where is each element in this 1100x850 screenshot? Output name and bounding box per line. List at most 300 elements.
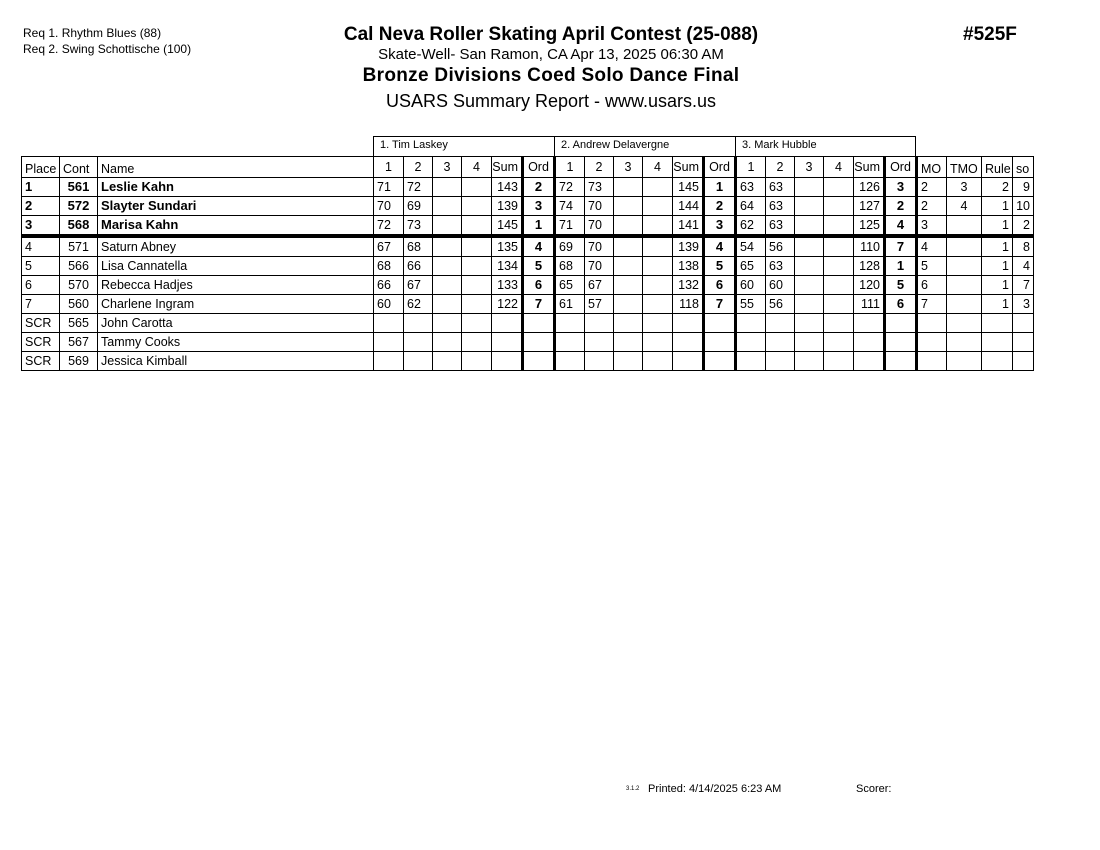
judge3-score-cell bbox=[795, 216, 824, 237]
judge2-score-cell: 57 bbox=[585, 295, 614, 314]
judge2-score-cell bbox=[585, 352, 614, 371]
judge2-ord-cell: 6 bbox=[704, 276, 736, 295]
judge2-ord-cell: 7 bbox=[704, 295, 736, 314]
judge1-ord-cell: 2 bbox=[523, 178, 555, 197]
name-cell: Tammy Cooks bbox=[98, 333, 374, 352]
judge1-ord-cell bbox=[523, 314, 555, 333]
judge3-score-cell: 62 bbox=[736, 216, 766, 237]
judge1-score-cell: 67 bbox=[404, 276, 433, 295]
header-judge1-2: 2 bbox=[404, 157, 433, 178]
header-judge3-2: 2 bbox=[766, 157, 795, 178]
rule-cell: 1 bbox=[982, 257, 1013, 276]
judge3-sum-cell: 127 bbox=[854, 197, 885, 216]
table-row bbox=[22, 257, 1034, 276]
version-label: 3.1.2 bbox=[626, 786, 640, 792]
tmo-cell bbox=[947, 276, 982, 295]
judge1-score-cell: 70 bbox=[374, 197, 404, 216]
judge1-score-cell bbox=[404, 352, 433, 371]
name-cell: Lisa Cannatella bbox=[98, 257, 374, 276]
header-judge2-1: 1 bbox=[555, 157, 585, 178]
judge1-sum-cell bbox=[492, 352, 523, 371]
header-judge1-sum: Sum bbox=[492, 157, 523, 178]
rule-cell: 1 bbox=[982, 216, 1013, 237]
judge1-score-cell bbox=[374, 314, 404, 333]
judge2-sum-cell: 144 bbox=[673, 197, 704, 216]
judge3-score-cell bbox=[766, 314, 795, 333]
judge3-ord-cell: 4 bbox=[885, 216, 917, 237]
tmo-cell bbox=[947, 352, 982, 371]
judge2-score-cell bbox=[555, 352, 585, 371]
judge2-score-cell bbox=[614, 236, 643, 257]
rule-cell: 1 bbox=[982, 295, 1013, 314]
judge3-score-cell bbox=[766, 333, 795, 352]
judge3-ord-cell: 7 bbox=[885, 236, 917, 257]
judge2-score-cell bbox=[643, 178, 673, 197]
header-judge3-4: 4 bbox=[824, 157, 854, 178]
judge2-score-cell bbox=[643, 197, 673, 216]
tmo-cell bbox=[947, 314, 982, 333]
judge3-score-cell bbox=[824, 236, 854, 257]
judge-2-header: 2. Andrew Delavergne bbox=[554, 136, 736, 157]
judge1-ord-cell bbox=[523, 352, 555, 371]
judge3-score-cell: 63 bbox=[766, 178, 795, 197]
judge3-ord-cell: 1 bbox=[885, 257, 917, 276]
header-name: Name bbox=[98, 157, 374, 178]
judge2-sum-cell: 141 bbox=[673, 216, 704, 237]
judge3-ord-cell bbox=[885, 333, 917, 352]
judge3-ord-cell bbox=[885, 314, 917, 333]
judge2-score-cell bbox=[614, 295, 643, 314]
judge1-sum-cell: 133 bbox=[492, 276, 523, 295]
judge2-score-cell: 70 bbox=[585, 216, 614, 237]
event-code: #525F bbox=[963, 24, 1017, 45]
judge3-ord-cell: 2 bbox=[885, 197, 917, 216]
header-place: Place bbox=[22, 157, 60, 178]
judge2-score-cell bbox=[555, 333, 585, 352]
judge1-score-cell bbox=[462, 197, 492, 216]
header-judge3-sum: Sum bbox=[854, 157, 885, 178]
name-cell: Leslie Kahn bbox=[98, 178, 374, 197]
judge1-score-cell bbox=[462, 352, 492, 371]
header-judge2-3: 3 bbox=[614, 157, 643, 178]
judge1-ord-cell: 7 bbox=[523, 295, 555, 314]
judge1-score-cell bbox=[462, 236, 492, 257]
judge2-score-cell bbox=[555, 314, 585, 333]
judge3-score-cell: 63 bbox=[766, 257, 795, 276]
judge1-sum-cell: 145 bbox=[492, 216, 523, 237]
header-cont: Cont bbox=[60, 157, 98, 178]
header-judge1-1: 1 bbox=[374, 157, 404, 178]
judge2-ord-cell bbox=[704, 314, 736, 333]
so-cell bbox=[1013, 352, 1034, 371]
judge3-score-cell: 63 bbox=[736, 178, 766, 197]
judge1-score-cell bbox=[433, 333, 462, 352]
header-judge2-4: 4 bbox=[643, 157, 673, 178]
tmo-cell: 3 bbox=[947, 178, 982, 197]
judge2-sum-cell: 132 bbox=[673, 276, 704, 295]
judge2-score-cell bbox=[643, 236, 673, 257]
judge3-sum-cell: 128 bbox=[854, 257, 885, 276]
place-cell: 1 bbox=[22, 178, 60, 197]
judge1-ord-cell: 5 bbox=[523, 257, 555, 276]
judge3-score-cell: 55 bbox=[736, 295, 766, 314]
table-row bbox=[22, 216, 1034, 237]
mo-cell: 3 bbox=[917, 216, 947, 237]
name-cell: Jessica Kimball bbox=[98, 352, 374, 371]
contest-location: Skate-Well- San Ramon, CA Apr 13, 2025 06:30 AM bbox=[378, 46, 724, 63]
judge1-score-cell bbox=[433, 216, 462, 237]
judge3-sum-cell: 120 bbox=[854, 276, 885, 295]
judge1-score-cell: 72 bbox=[404, 178, 433, 197]
tmo-cell: 4 bbox=[947, 197, 982, 216]
judge3-score-cell bbox=[824, 333, 854, 352]
judge1-score-cell bbox=[433, 314, 462, 333]
place-cell: SCR bbox=[22, 352, 60, 371]
table-row bbox=[22, 314, 1034, 333]
cont-cell: 569 bbox=[60, 352, 98, 371]
table-row bbox=[22, 333, 1034, 352]
judge1-score-cell: 60 bbox=[374, 295, 404, 314]
printed-timestamp: Printed: 4/14/2025 6:23 AM bbox=[648, 783, 782, 795]
judge2-ord-cell: 3 bbox=[704, 216, 736, 237]
judge3-score-cell: 60 bbox=[736, 276, 766, 295]
place-cell: 3 bbox=[22, 216, 60, 237]
rule-cell: 1 bbox=[982, 236, 1013, 257]
judge3-score-cell: 63 bbox=[766, 197, 795, 216]
judge3-score-cell bbox=[766, 352, 795, 371]
judge2-score-cell: 67 bbox=[585, 276, 614, 295]
judge1-score-cell: 66 bbox=[404, 257, 433, 276]
judge2-score-cell: 73 bbox=[585, 178, 614, 197]
tmo-cell bbox=[947, 216, 982, 237]
judge3-score-cell: 64 bbox=[736, 197, 766, 216]
header-judge1-4: 4 bbox=[462, 157, 492, 178]
so-cell: 3 bbox=[1013, 295, 1034, 314]
judge1-sum-cell: 143 bbox=[492, 178, 523, 197]
judge2-sum-cell bbox=[673, 333, 704, 352]
judge2-score-cell: 69 bbox=[555, 236, 585, 257]
header-judge3-1: 1 bbox=[736, 157, 766, 178]
event-title: Bronze Divisions Coed Solo Dance Final bbox=[362, 65, 740, 86]
judge2-score-cell: 68 bbox=[555, 257, 585, 276]
name-cell: John Carotta bbox=[98, 314, 374, 333]
tmo-cell bbox=[947, 236, 982, 257]
judge1-score-cell bbox=[462, 314, 492, 333]
judge2-score-cell: 70 bbox=[585, 236, 614, 257]
judge2-ord-cell: 4 bbox=[704, 236, 736, 257]
results-table bbox=[21, 156, 1034, 371]
judge3-sum-cell: 110 bbox=[854, 236, 885, 257]
header-judge3-3: 3 bbox=[795, 157, 824, 178]
judge1-ord-cell: 3 bbox=[523, 197, 555, 216]
judge3-score-cell bbox=[824, 197, 854, 216]
judge1-sum-cell: 139 bbox=[492, 197, 523, 216]
judge1-sum-cell bbox=[492, 314, 523, 333]
judge3-score-cell bbox=[795, 276, 824, 295]
judge1-score-cell: 62 bbox=[404, 295, 433, 314]
table-row bbox=[22, 295, 1034, 314]
mo-cell: 2 bbox=[917, 197, 947, 216]
judge3-score-cell: 54 bbox=[736, 236, 766, 257]
judge3-score-cell bbox=[795, 236, 824, 257]
judge2-ord-cell: 5 bbox=[704, 257, 736, 276]
place-cell: SCR bbox=[22, 333, 60, 352]
header-tmo: TMO bbox=[947, 157, 982, 178]
header-judge2-sum: Sum bbox=[673, 157, 704, 178]
judge1-score-cell bbox=[433, 257, 462, 276]
judge2-score-cell bbox=[585, 314, 614, 333]
judge1-score-cell bbox=[462, 216, 492, 237]
rule-cell: 2 bbox=[982, 178, 1013, 197]
judge3-sum-cell: 126 bbox=[854, 178, 885, 197]
so-cell: 2 bbox=[1013, 216, 1034, 237]
name-cell: Charlene Ingram bbox=[98, 295, 374, 314]
judge2-score-cell: 70 bbox=[585, 197, 614, 216]
table-row bbox=[22, 236, 1034, 257]
judge3-score-cell: 56 bbox=[766, 295, 795, 314]
cont-cell: 572 bbox=[60, 197, 98, 216]
judge3-score-cell bbox=[795, 178, 824, 197]
judge2-ord-cell bbox=[704, 333, 736, 352]
rule-cell: 1 bbox=[982, 197, 1013, 216]
judge1-score-cell bbox=[462, 295, 492, 314]
judge3-sum-cell bbox=[854, 333, 885, 352]
table-row bbox=[22, 352, 1034, 371]
judge3-score-cell bbox=[824, 216, 854, 237]
judge1-score-cell bbox=[404, 333, 433, 352]
name-cell: Saturn Abney bbox=[98, 236, 374, 257]
judge3-ord-cell: 3 bbox=[885, 178, 917, 197]
place-cell: 2 bbox=[22, 197, 60, 216]
judge3-score-cell bbox=[824, 257, 854, 276]
judge2-score-cell: 65 bbox=[555, 276, 585, 295]
judge2-score-cell: 72 bbox=[555, 178, 585, 197]
judge3-score-cell bbox=[824, 276, 854, 295]
so-cell: 7 bbox=[1013, 276, 1034, 295]
judge3-sum-cell bbox=[854, 352, 885, 371]
judge3-sum-cell bbox=[854, 314, 885, 333]
mo-cell bbox=[917, 352, 947, 371]
judge3-score-cell: 56 bbox=[766, 236, 795, 257]
judge1-ord-cell bbox=[523, 333, 555, 352]
judge2-score-cell bbox=[643, 216, 673, 237]
judge3-score-cell bbox=[824, 314, 854, 333]
judge2-score-cell: 61 bbox=[555, 295, 585, 314]
judge2-score-cell bbox=[614, 197, 643, 216]
header-rule: Rule bbox=[982, 157, 1013, 178]
tmo-cell bbox=[947, 333, 982, 352]
cont-cell: 571 bbox=[60, 236, 98, 257]
place-cell: 7 bbox=[22, 295, 60, 314]
judge2-ord-cell: 1 bbox=[704, 178, 736, 197]
judge1-score-cell bbox=[374, 333, 404, 352]
table-row bbox=[22, 276, 1034, 295]
mo-cell: 5 bbox=[917, 257, 947, 276]
judge2-score-cell bbox=[614, 314, 643, 333]
mo-cell: 4 bbox=[917, 236, 947, 257]
judge2-score-cell bbox=[614, 257, 643, 276]
table-header-row bbox=[22, 157, 1034, 178]
judge3-score-cell bbox=[824, 352, 854, 371]
place-cell: SCR bbox=[22, 314, 60, 333]
judge2-score-cell bbox=[643, 295, 673, 314]
judge3-sum-cell: 125 bbox=[854, 216, 885, 237]
cont-cell: 560 bbox=[60, 295, 98, 314]
judge2-ord-cell: 2 bbox=[704, 197, 736, 216]
judge2-score-cell bbox=[585, 333, 614, 352]
judge3-score-cell bbox=[736, 352, 766, 371]
judge1-sum-cell: 135 bbox=[492, 236, 523, 257]
mo-cell bbox=[917, 314, 947, 333]
judge2-sum-cell bbox=[673, 314, 704, 333]
cont-cell: 570 bbox=[60, 276, 98, 295]
judge3-score-cell bbox=[824, 178, 854, 197]
table-row bbox=[22, 178, 1034, 197]
judge1-score-cell: 68 bbox=[374, 257, 404, 276]
judge2-sum-cell: 138 bbox=[673, 257, 704, 276]
judge1-ord-cell: 1 bbox=[523, 216, 555, 237]
name-cell: Marisa Kahn bbox=[98, 216, 374, 237]
judge3-score-cell bbox=[736, 314, 766, 333]
judge2-score-cell bbox=[643, 276, 673, 295]
judge2-score-cell bbox=[614, 352, 643, 371]
so-cell: 8 bbox=[1013, 236, 1034, 257]
judge2-score-cell bbox=[643, 333, 673, 352]
contest-title: Cal Neva Roller Skating April Contest (25-088) bbox=[343, 24, 759, 45]
judge3-score-cell bbox=[795, 333, 824, 352]
tmo-cell bbox=[947, 295, 982, 314]
judge2-score-cell bbox=[643, 352, 673, 371]
judge2-sum-cell bbox=[673, 352, 704, 371]
mo-cell bbox=[917, 333, 947, 352]
judge1-score-cell bbox=[433, 276, 462, 295]
mo-cell: 7 bbox=[917, 295, 947, 314]
judge1-score-cell bbox=[433, 352, 462, 371]
header-judge1-ord: Ord bbox=[523, 157, 555, 178]
judge3-score-cell bbox=[824, 295, 854, 314]
judge3-score-cell bbox=[795, 197, 824, 216]
header-judge2-ord: Ord bbox=[704, 157, 736, 178]
judge1-ord-cell: 6 bbox=[523, 276, 555, 295]
requirement-1: Req 1. Rhythm Blues (88) bbox=[23, 26, 162, 40]
cont-cell: 561 bbox=[60, 178, 98, 197]
header-judge2-2: 2 bbox=[585, 157, 614, 178]
cont-cell: 567 bbox=[60, 333, 98, 352]
so-cell bbox=[1013, 314, 1034, 333]
judge3-ord-cell: 5 bbox=[885, 276, 917, 295]
rule-cell bbox=[982, 352, 1013, 371]
place-cell: 5 bbox=[22, 257, 60, 276]
judge1-score-cell bbox=[462, 257, 492, 276]
judge1-score-cell: 69 bbox=[404, 197, 433, 216]
judge1-score-cell bbox=[433, 236, 462, 257]
judge3-score-cell bbox=[736, 333, 766, 352]
judge3-score-cell bbox=[795, 257, 824, 276]
header-mo: MO bbox=[917, 157, 947, 178]
so-cell bbox=[1013, 333, 1034, 352]
judge-1-header: 1. Tim Laskey bbox=[373, 136, 555, 157]
judge2-ord-cell bbox=[704, 352, 736, 371]
judge3-score-cell bbox=[795, 295, 824, 314]
judge1-sum-cell bbox=[492, 333, 523, 352]
judge1-score-cell bbox=[404, 314, 433, 333]
judge1-score-cell: 66 bbox=[374, 276, 404, 295]
judge1-sum-cell: 122 bbox=[492, 295, 523, 314]
judge1-score-cell bbox=[433, 178, 462, 197]
judge2-sum-cell: 118 bbox=[673, 295, 704, 314]
place-cell: 6 bbox=[22, 276, 60, 295]
judge1-score-cell bbox=[433, 295, 462, 314]
requirement-2: Req 2. Swing Schottische (100) bbox=[23, 42, 192, 56]
name-cell: Slayter Sundari bbox=[98, 197, 374, 216]
header-so: so bbox=[1013, 157, 1034, 178]
judge1-score-cell bbox=[462, 333, 492, 352]
rule-cell: 1 bbox=[982, 276, 1013, 295]
name-cell: Rebecca Hadjes bbox=[98, 276, 374, 295]
judge1-score-cell: 71 bbox=[374, 178, 404, 197]
judge3-score-cell: 60 bbox=[766, 276, 795, 295]
judge2-score-cell bbox=[614, 333, 643, 352]
tmo-cell bbox=[947, 257, 982, 276]
judge3-score-cell: 65 bbox=[736, 257, 766, 276]
judge3-ord-cell bbox=[885, 352, 917, 371]
header-judge1-3: 3 bbox=[433, 157, 462, 178]
place-cell: 4 bbox=[22, 236, 60, 257]
judge2-score-cell bbox=[643, 257, 673, 276]
judge2-sum-cell: 145 bbox=[673, 178, 704, 197]
judge2-score-cell: 70 bbox=[585, 257, 614, 276]
so-cell: 10 bbox=[1013, 197, 1034, 216]
judge2-score-cell bbox=[614, 178, 643, 197]
judge2-score-cell bbox=[614, 216, 643, 237]
judge1-score-cell: 73 bbox=[404, 216, 433, 237]
judge1-score-cell: 68 bbox=[404, 236, 433, 257]
scorer-label: Scorer: bbox=[856, 783, 892, 795]
judge2-score-cell: 74 bbox=[555, 197, 585, 216]
so-cell: 4 bbox=[1013, 257, 1034, 276]
mo-cell: 2 bbox=[917, 178, 947, 197]
judge2-score-cell bbox=[643, 314, 673, 333]
judge1-score-cell: 72 bbox=[374, 216, 404, 237]
judge2-score-cell: 71 bbox=[555, 216, 585, 237]
report-title: USARS Summary Report - www.usars.us bbox=[385, 91, 717, 111]
judge-3-header: 3. Mark Hubble bbox=[735, 136, 916, 157]
judge1-ord-cell: 4 bbox=[523, 236, 555, 257]
judge1-score-cell: 67 bbox=[374, 236, 404, 257]
judge2-sum-cell: 139 bbox=[673, 236, 704, 257]
judge1-score-cell bbox=[433, 197, 462, 216]
judge1-score-cell bbox=[462, 178, 492, 197]
cont-cell: 565 bbox=[60, 314, 98, 333]
table-row bbox=[22, 197, 1034, 216]
judge2-score-cell bbox=[614, 276, 643, 295]
mo-cell: 6 bbox=[917, 276, 947, 295]
so-cell: 9 bbox=[1013, 178, 1034, 197]
cont-cell: 568 bbox=[60, 216, 98, 237]
rule-cell bbox=[982, 333, 1013, 352]
cont-cell: 566 bbox=[60, 257, 98, 276]
judge1-sum-cell: 134 bbox=[492, 257, 523, 276]
judge1-score-cell bbox=[462, 276, 492, 295]
rule-cell bbox=[982, 314, 1013, 333]
judge3-sum-cell: 111 bbox=[854, 295, 885, 314]
judge3-score-cell bbox=[795, 352, 824, 371]
judge3-score-cell: 63 bbox=[766, 216, 795, 237]
judge3-ord-cell: 6 bbox=[885, 295, 917, 314]
header-judge3-ord: Ord bbox=[885, 157, 917, 178]
judge3-score-cell bbox=[795, 314, 824, 333]
judge1-score-cell bbox=[374, 352, 404, 371]
